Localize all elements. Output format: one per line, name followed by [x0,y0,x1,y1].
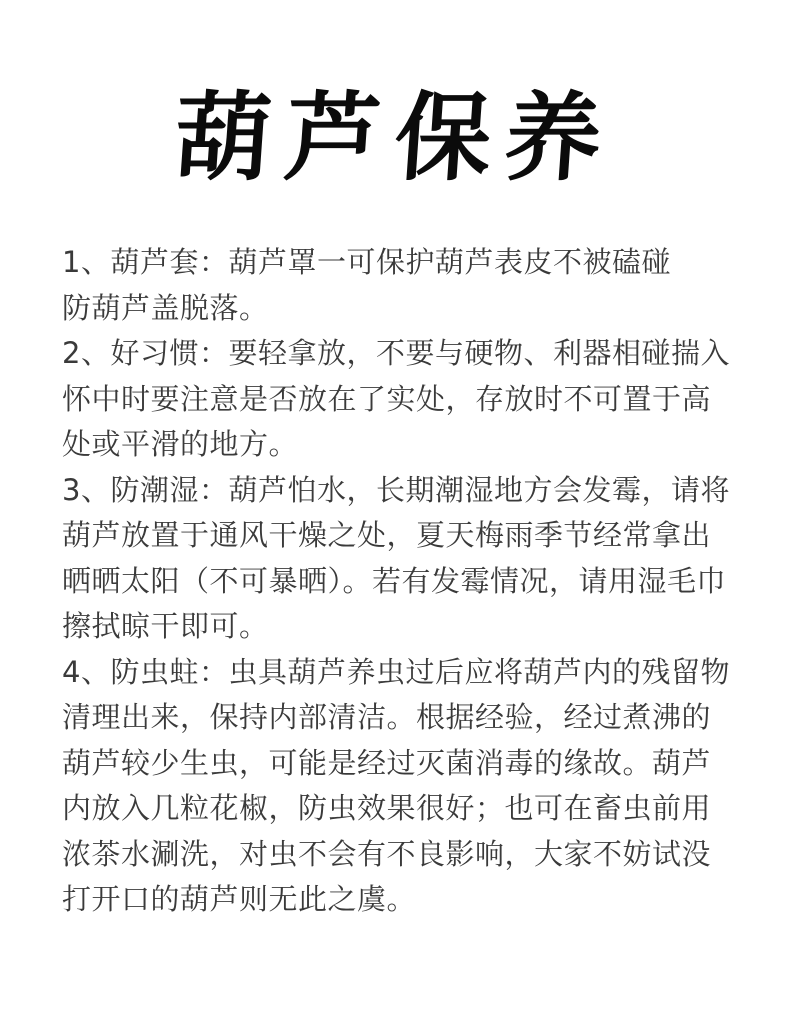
article-body [62,240,732,923]
paragraph-insect-proof: 4、防虫蛀：虫具葫芦养虫过后应将葫芦内的残留物清理出来，保持内部清洁。根据经验，经过煮沸的葫芦较少生虫，可能是经过灭菌消毒的缘故。葫芦内放入几粒花椒，防虫效果很好；也可在畜虫前用浓茶水涮洗，对虫不会有不良影响，大家不妨试没打开口的葫芦则无此之虞。 [62,654,730,916]
paragraph-gourd-cover: 1、葫芦套：葫芦罩一可保护葫芦表皮不被磕碰防葫芦盖脱落。 [62,245,671,325]
page-title: 葫芦保养 [171,81,619,194]
paragraph-good-habits: 2、好习惯：要轻拿放，不要与硬物、利器相碰揣入怀中时要注意是否放在了实处，存放时不可置于高处或平滑的地方。 [62,336,730,461]
paragraph-moisture-proof: 3、防潮湿：葫芦怕水，长期潮湿地方会发霉，请将葫芦放置于通风干燥之处，夏天梅雨季节经常拿出晒晒太阳（不可暴晒）。若有发霉情况，请用湿毛巾擦拭晾干即可。 [62,472,730,643]
